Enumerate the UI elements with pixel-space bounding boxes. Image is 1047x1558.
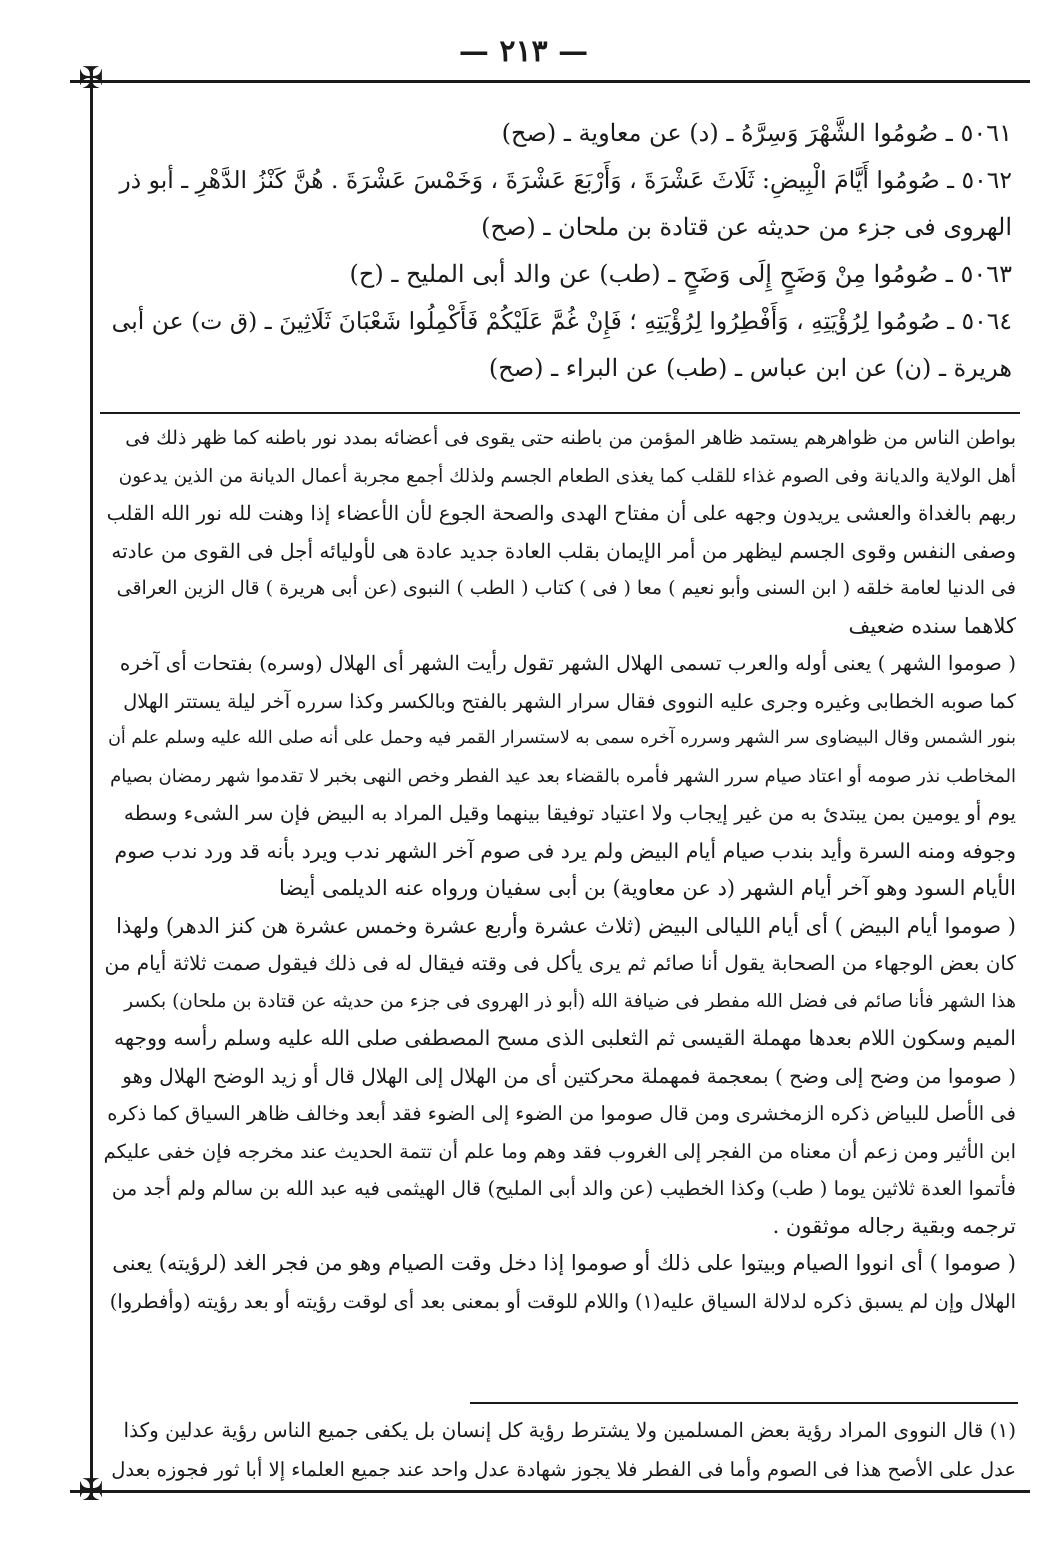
hadith-line: ٥٠٦٢ ـ صُومُوا أَيَّامَ الْبِيضِ: ثَلَاثَ عَشْرَةَ ، وَأَرْبَعَ عَشْرَةَ ، وَخَمْسَ عَشْرَةَ . هُنَّ كَنْزُ الدَّهْرِ ـ أبو ذر	[119, 166, 1012, 194]
commentary-line: فى الأصل للبياض ذكره الزمخشرى ومن قال صوموا من الضوء إلى الضوء فقد أبعد وخالف ظاهر السياق كما ذكره	[107, 1102, 1016, 1125]
footnote-block	[104, 1410, 1016, 1490]
commentary-line: كان بعض الوجهاء من الصحابة يقول أنا صائم ثم يرى يأكل فى وقته فيقال له فى ذلك فيقول صمت ثلاثة أيام من	[104, 951, 1016, 975]
commentary-line: ابن الأثير ومن زعم أن معناه من الفجر إلى الغروب فقد وهم وما علم أن تتمة الحديث عند مخرجه فإن خفى عليكم	[103, 1139, 1016, 1163]
commentary-line: فى الدنيا لعامة خلقه ( ابن السنى وأبو نعيم ) معا ( فى ) كتاب ( الطب ) النبوى (عن أبى هريرة ) قال الزين العراقى	[116, 577, 1016, 599]
commentary-line: كلاهما سنده ضعيف	[848, 613, 1016, 638]
footnote-line: عدل على الأصح هذا فى الصوم وأما فى الفطر فلا يجوز شهادة عدل واحد عند جميع العلماء إلا أبا ثور فجوزه بعدل	[111, 1458, 1016, 1481]
commentary-line: هذا الشهر فأنا صائم فى فضل الله مفطر فى ضيافة الله (أبو ذر الهروى فى جزء من حديثه عن قتادة بن ملحان) بكسر	[124, 990, 1016, 1012]
page-number: — ٢١٣ —	[458, 34, 589, 69]
commentary-line: بواطن الناس من ظواهرهم يستمد ظاهر المؤمن من باطنه حتى يقوى فى أعضائه بمدد نور باطنه كما ظهر ذلك فى	[125, 427, 1016, 449]
footnote-divider	[470, 1402, 1018, 1404]
commentary-line: الهلال وإن لم يسبق ذكره لدلالة السياق عليه(١) واللام للوقت أو بمعنى بعد أى لوقت رؤيته أو بعد رؤيته (وأفطروا)	[109, 1289, 1016, 1313]
hadith-line: ٥٠٦١ ـ صُومُوا الشَّهْرَ وَسِرَّهُ ـ (د) عن معاوية ـ (صح)	[501, 119, 1012, 147]
commentary-line: وصفى النفس وقوى الجسم ليظهر من أمر الإيمان بقلب العادة جديد عادة هى لأوليائه أجل فى القوى من عادته	[111, 538, 1016, 563]
commentary-line: الميم وسكون اللام بعدها مهملة القيسى ثم الثعلبى الذى مسح المصطفى صلى الله عليه وسلم رأسه ووجهه	[113, 1026, 1016, 1050]
commentary-line: أهل الولاية والديانة وفى الصوم غذاء للقلب كما يغذى الطعام الجسم ولذلك أجمع مجربة أعمال الديانة من الذين يدعون	[118, 465, 1016, 487]
commentary-line: ترجمه وبقية رجاله موثقون .	[772, 1213, 1016, 1238]
commentary-line: الأيام السود وهو آخر أيام الشهر (د عن معاوية) بن أبى سفيان ورواه عنه الديلمى أيضا	[279, 876, 1016, 900]
commentary-line: يوم أو يومين بمن يبتدئ به من غير إيجاب ولا اعتياد توفيقا بينهما وقيل المراد به البيض فإن سر الشىء وسطه	[123, 801, 1016, 825]
commentary-line: كما صوبه الخطابى وغيره وجرى عليه النووى فقال سرار الشهر بالفتح وبالكسر وكذا سرره آخر ليلة يستتر الهلال	[123, 689, 1016, 713]
hadith-line: هريرة ـ (ن) عن ابن عباس ـ (طب) عن البراء ـ (صح)	[488, 354, 1012, 382]
commentary-line: بنور الشمس وقال البيضاوى سر الشهر وسرره آخره سمى به لاستسرار القمر فيه وحمل على أنه صلى الله عليه وسلم علم أن	[108, 728, 1016, 748]
commentary-line: ( صوموا ) أى انووا الصيام وبيتوا على ذلك أو صوموا إذا دخل وقت الصيام وهو من فجر الغد (لرؤيته) يعنى	[112, 1251, 1016, 1275]
commentary-line: المخاطب نذر صومه أو اعتاد صيام سرر الشهر فأمره بالقضاء بعد عيد الفطر وخص النهى بخبر لا تقدموا شهر رمضان بصيام	[110, 765, 1016, 787]
commentary-text-block	[104, 420, 1016, 1320]
commentary-line: ( صوموا الشهر ) يعنى أوله والعرب تسمى الهلال الشهر تقول رأيت الشهر أى الهلال (وسره) بفتحات أى آخره	[119, 651, 1016, 675]
frame-left-border	[90, 68, 93, 1500]
commentary-line: وجوفه ومنه السرة وأيد بندب صيام أيام البيض ولم يرد فى صوم آخر الشهر ندب ويرد بأنه قد ورد ندب صوم	[114, 838, 1016, 863]
commentary-line: فأتموا العدة ثلاثين يوما ( طب) وكذا الخطيب (عن والد أبى المليح) قال الهيثمى فيه عبد الله بن سالم ولم أجد من	[111, 1177, 1016, 1200]
hadith-line: ٥٠٦٤ ـ صُومُوا لِرُؤْيَتِهِ ، وَأَفْطِرُوا لِرُؤْيَتِهِ ؛ فَإِنْ غُمَّ عَلَيْكُمْ فَأَكْمِلُوا شَعْبَانَ ثَلَاثِينَ ـ (ق ت) عن أبى	[111, 307, 1012, 335]
floral-cross-ornament-icon: ✠	[78, 1473, 104, 1508]
commentary-line: ( صوموا أيام البيض ) أى أيام الليالى البيض (ثلاث عشرة وأربع عشرة وخمس عشرة هن كنز الدهر) ولهذا	[116, 913, 1016, 938]
section-divider	[100, 412, 1020, 414]
hadith-line: ٥٠٦٣ ـ صُومُوا مِنْ وَضَحٍ إِلَى وَضَحٍ ـ (طب) عن والد أبى المليح ـ (ح)	[349, 260, 1012, 288]
commentary-line: ( صوموا من وضح إلى وضح ) بمعجمة فمهملة محركتين أى من الهلال إلى الهلال قال أو زيد الوضح الهلال وهو	[122, 1063, 1016, 1088]
hadith-line: الهروى فى جزء من حديثه عن قتادة بن ملحان ـ (صح)	[481, 213, 1012, 241]
commentary-line: ربهم بالغداة والعشى يريدون وجهه على أن مفتاح الهدى والصحة الجوع لأن الأعضاء إذا وهنت لله نور الله القلب	[106, 501, 1016, 525]
footnote-line: (١) قال النووى المراد رؤية بعض المسلمين ولا يشترط رؤية كل إنسان بل يكفى جميع الناس رؤية عدلين وكذا	[123, 1418, 1016, 1442]
floral-cross-ornament-icon: ✠	[78, 61, 104, 96]
hadith-text-block	[112, 110, 1012, 392]
frame-bottom-border	[70, 1490, 1030, 1493]
frame-top-border	[70, 80, 1030, 83]
